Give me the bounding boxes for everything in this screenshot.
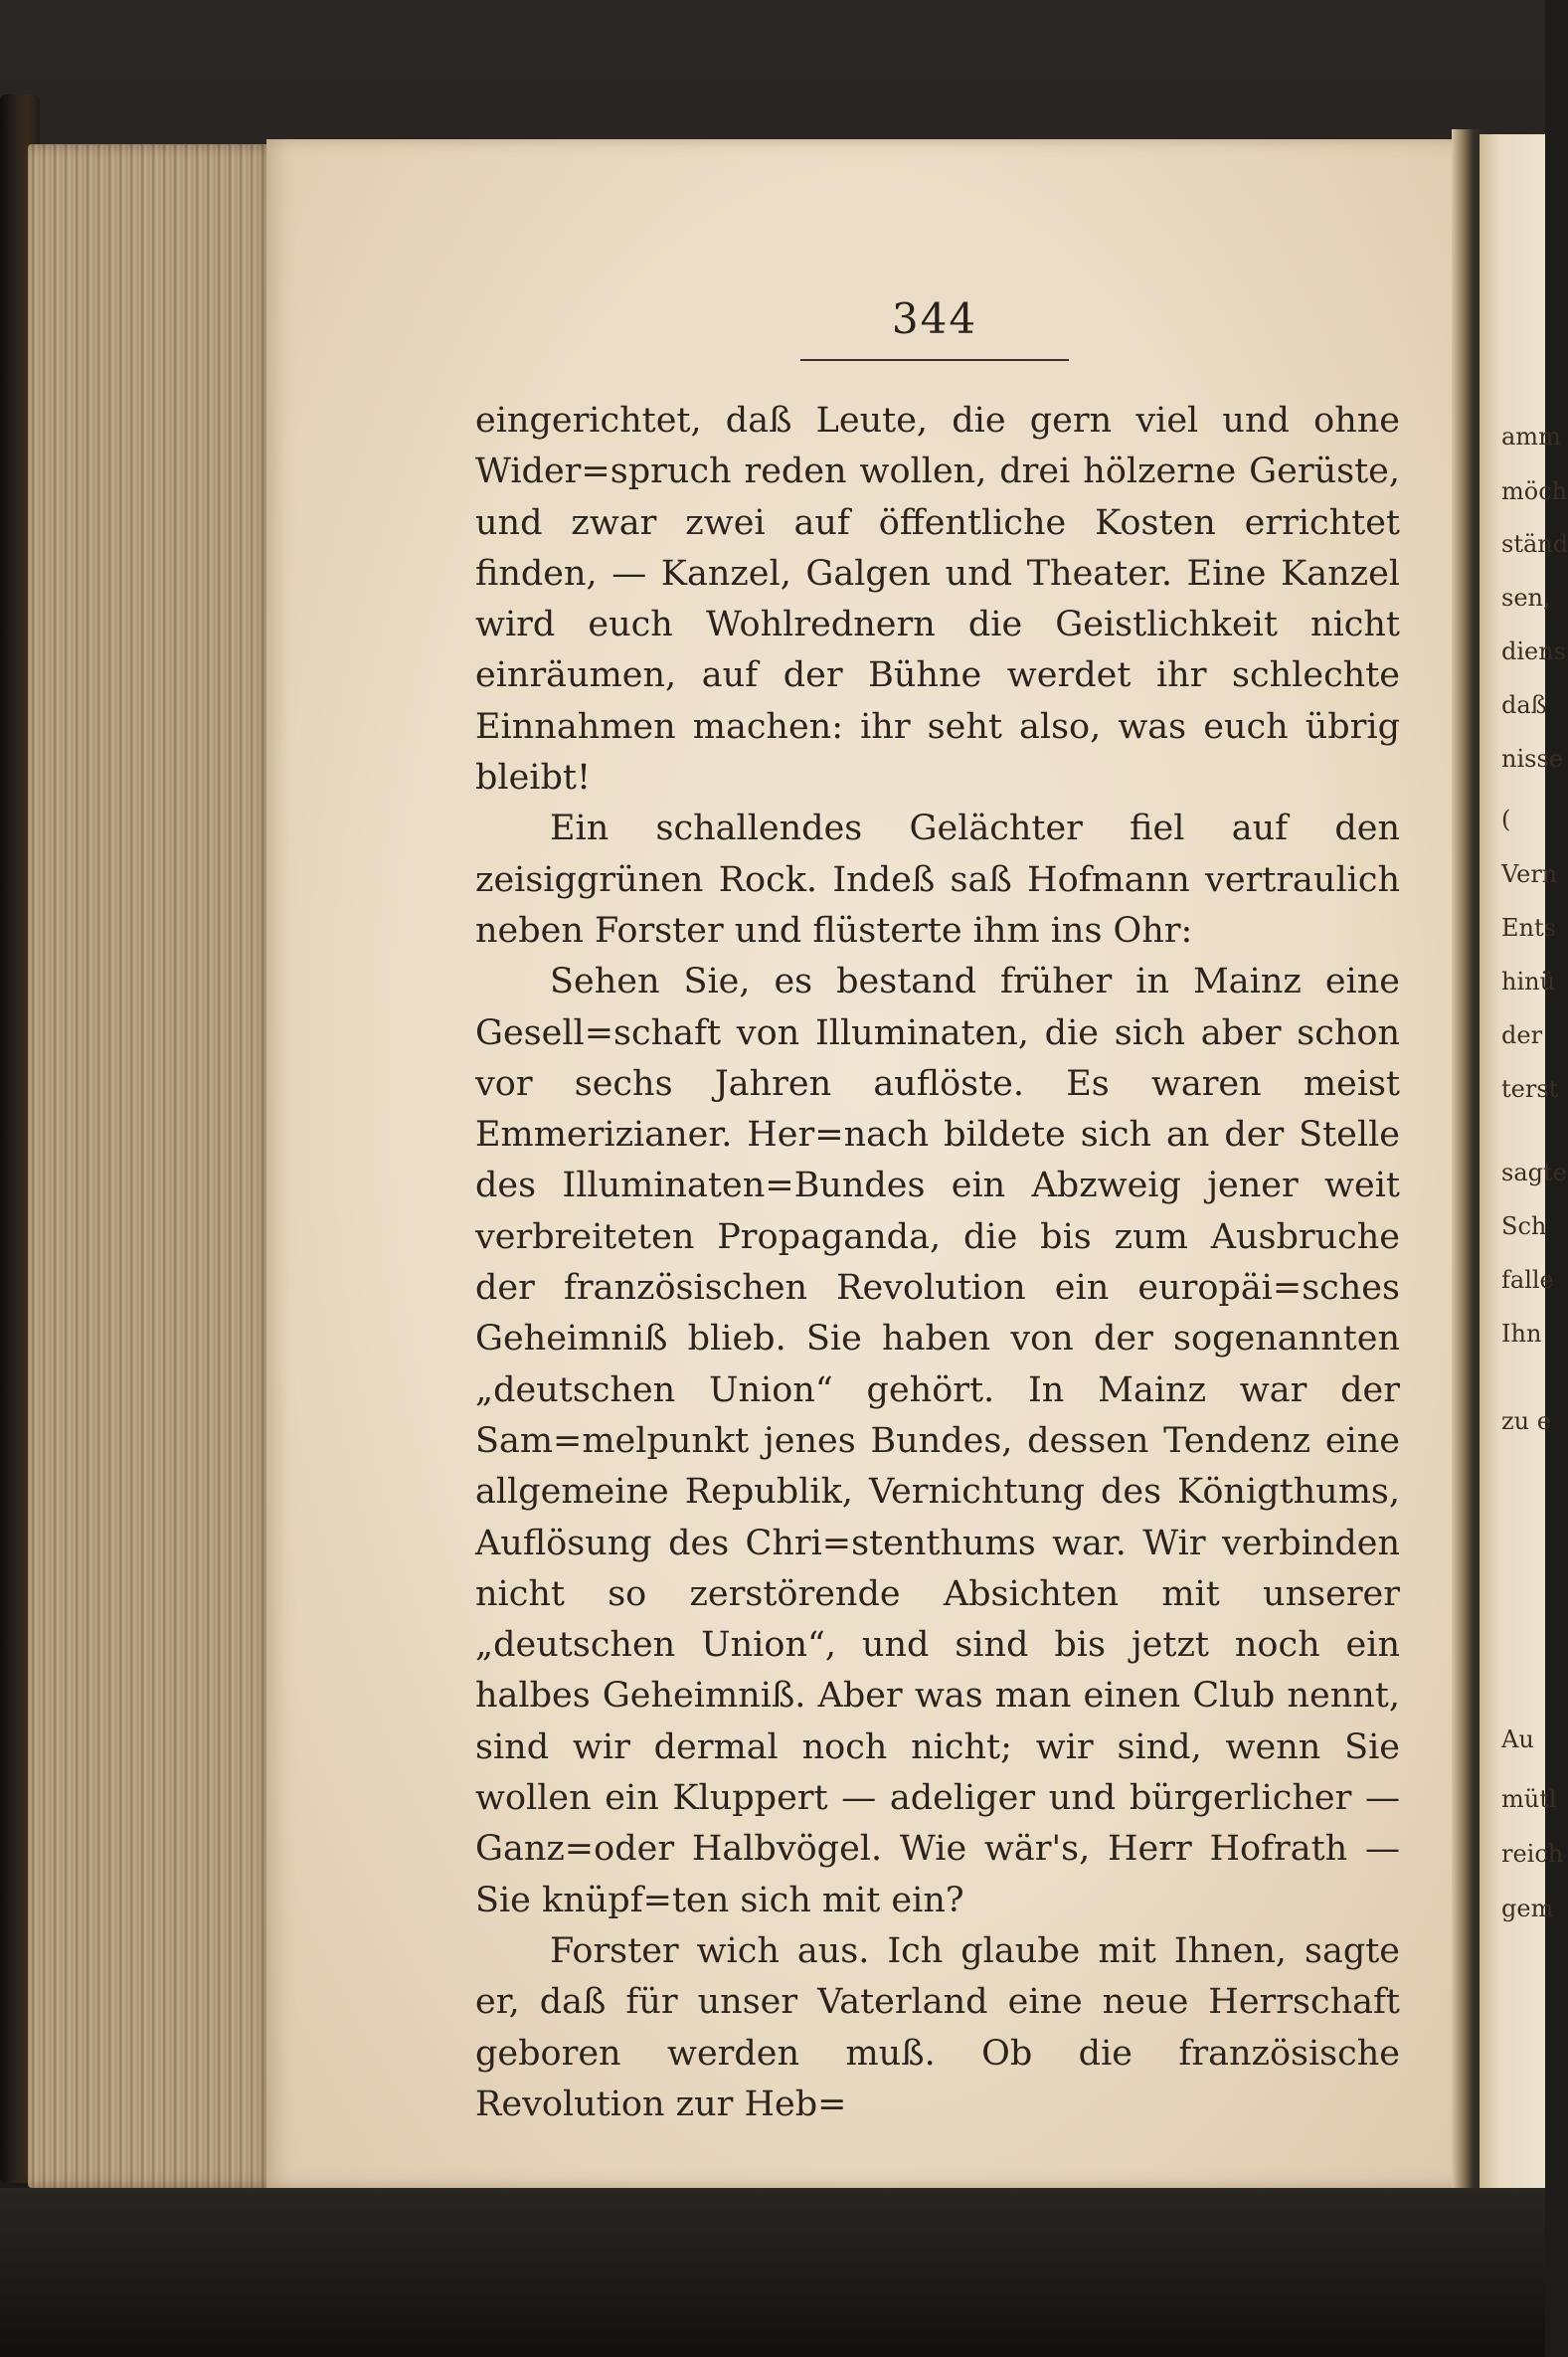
page-body-text: [475, 396, 1400, 2130]
facing-line: Sch: [1501, 1212, 1547, 1240]
facing-line: terst: [1501, 1075, 1559, 1103]
facing-line: amm: [1501, 423, 1561, 451]
facing-line: Ents: [1501, 914, 1556, 942]
facing-line: Ihn: [1501, 1320, 1542, 1348]
facing-line: möch: [1501, 477, 1568, 505]
page-number: 344: [891, 294, 978, 343]
facing-page: [1480, 134, 1568, 2198]
facing-line: Vern: [1501, 860, 1558, 888]
paragraph-2: Ein schallendes Gelächter fiel auf den zeisiggrünen Rock. Indeß saß Hofmann vertraulich neben Forster und flüsterte ihm ins Ohr:: [475, 809, 1400, 951]
paragraph-4: Forster wich aus. Ich glaube mit Ihnen, sagte er, daß für unser Vaterland eine neue Herrschaft geboren werden muß. Ob die französische Revolution zur Heb=: [475, 1930, 1400, 2124]
paragraph-1: eingerichtet, daß Leute, die gern viel und ohne Wider=spruch reden wollen, drei hölzerne Gerüste, und zwar zwei auf öffentliche Kosten errichtet finden, — Kanzel, Galgen und Theater. Eine Kanzel wird euch Wohlrednern die Geistlichkeit nicht einräumen, auf der Bühne werdet ihr schlechte Einnahmen machen: ihr seht also, was euch übrig bleibt!: [475, 401, 1400, 799]
facing-line: gem: [1501, 1895, 1554, 1922]
facing-line: mütl: [1501, 1785, 1557, 1813]
facing-line: Au: [1501, 1725, 1534, 1753]
facing-line: falle: [1501, 1266, 1554, 1294]
facing-line: hinü: [1501, 968, 1556, 996]
facing-line: diens: [1501, 637, 1567, 665]
facing-line: sagte: [1501, 1159, 1567, 1186]
facing-line: ständ: [1501, 530, 1568, 558]
facing-line: reich: [1501, 1840, 1564, 1868]
header-rule: [800, 359, 1069, 361]
facing-line: sen,: [1501, 584, 1551, 612]
scan-bottom-shadow: [0, 2188, 1545, 2357]
facing-line: daß: [1501, 691, 1547, 719]
facing-line: der: [1501, 1021, 1543, 1049]
facing-line: zu e: [1501, 1407, 1551, 1435]
paragraph-3: Sehen Sie, es bestand früher in Mainz eine Gesell=schaft von Illuminaten, die sich aber schon vor sechs Jahren auflöste. Es waren meist Emmerizianer. Her=nach bildete sich an der Stelle des Illuminaten=Bundes ein Abzweig jener weit verbreiteten Propaganda, die bis zum Ausbruche der französischen Revolution ein europäi=sches Geheimniß blieb. Sie haben von der sogenannten „deutschen Union“ gehört. In Mainz war der Sam=melpunkt jenes Bundes, dessen Tendenz eine allgemeine Republik, Vernichtung des Königthums, Auflösung des Chri=stenthums war. Wir verbinden nicht so zerstörende Absichten mit unserer „deutschen Union“, und sind bis jetzt noch ein halbes Geheimniß. Aber was man einen Club nennt, sind wir dermal noch nicht; wir sind, wenn Sie wollen ein Kluppert — adeliger und bürgerlicher — Ganz=oder Halbvögel. Wie wär's, Herr Hofrath — Sie knüpf=ten sich mit ein?: [475, 962, 1400, 1920]
book-gutter: [1452, 129, 1481, 2198]
page-block-edge: [28, 144, 276, 2188]
facing-line: nisse: [1501, 745, 1563, 773]
facing-line: (: [1501, 806, 1511, 833]
